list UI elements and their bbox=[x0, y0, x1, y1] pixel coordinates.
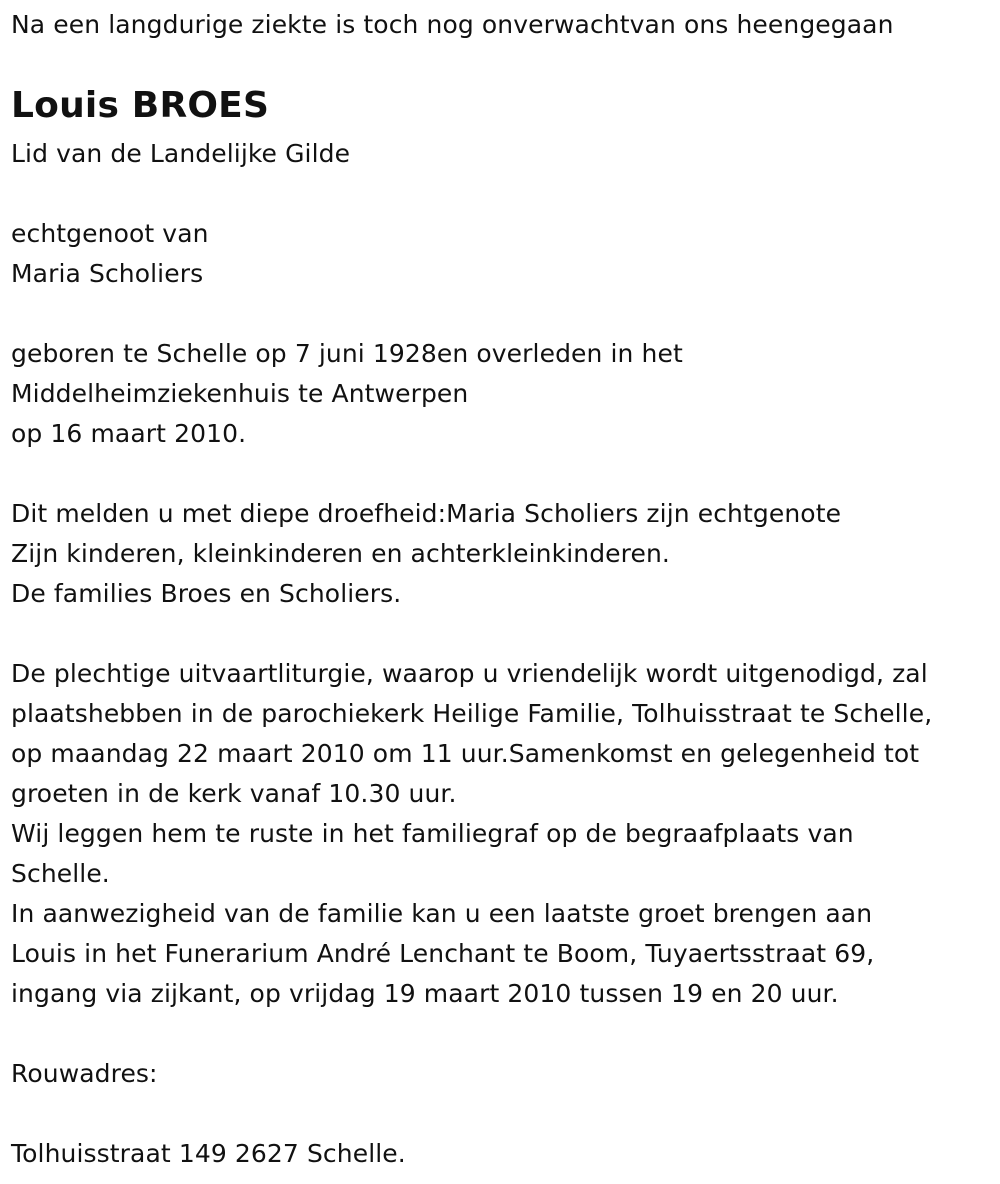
funeral-line-1: De plechtige uitvaartliturgie, waarop u vriendelijk wordt uitgenodigd, zal bbox=[11, 659, 928, 688]
intro-text: Na een langdurige ziekte is toch nog onverwachtvan ons heengegaan bbox=[11, 10, 894, 39]
membership-text: Lid van de Landelijke Gilde bbox=[11, 139, 351, 168]
spouse-intro: echtgenoot van bbox=[11, 219, 209, 248]
birth-death-line-2: Middelheimziekenhuis te Antwerpen bbox=[11, 379, 469, 408]
funeral-line-9: ingang via zijkant, op vrijdag 19 maart 2010 tussen 19 en 20 uur. bbox=[11, 979, 839, 1008]
announcers-line-1: Dit melden u met diepe droefheid:Maria Scholiers zijn echtgenote bbox=[11, 499, 842, 528]
funeral-line-5: Wij leggen hem te ruste in het familiegraf op de begraafplaats van bbox=[11, 819, 854, 848]
spouse-name: Maria Scholiers bbox=[11, 259, 204, 288]
funeral-line-8: Louis in het Funerarium André Lenchant te Boom, Tuyaertsstraat 69, bbox=[11, 939, 875, 968]
announcers-line-3: De families Broes en Scholiers. bbox=[11, 579, 402, 608]
announcers-line-2: Zijn kinderen, kleinkinderen en achterkleinkinderen. bbox=[11, 539, 670, 568]
funeral-line-3: op maandag 22 maart 2010 om 11 uur.Samenkomst en gelegenheid tot bbox=[11, 739, 920, 768]
birth-death-line-3: op 16 maart 2010. bbox=[11, 419, 247, 448]
funeral-line-2: plaatshebben in de parochiekerk Heilige Familie, Tolhuisstraat te Schelle, bbox=[11, 699, 933, 728]
address-text: Tolhuisstraat 149 2627 Schelle. bbox=[11, 1139, 406, 1168]
funeral-line-6: Schelle. bbox=[11, 859, 110, 888]
address-label: Rouwadres: bbox=[11, 1059, 158, 1088]
funeral-line-4: groeten in de kerk vanaf 10.30 uur. bbox=[11, 779, 457, 808]
birth-death-line-1: geboren te Schelle op 7 juni 1928en overleden in het bbox=[11, 339, 683, 368]
funeral-line-7: In aanwezigheid van de familie kan u een laatste groet brengen aan bbox=[11, 899, 873, 928]
deceased-name: Louis BROES bbox=[11, 85, 270, 126]
